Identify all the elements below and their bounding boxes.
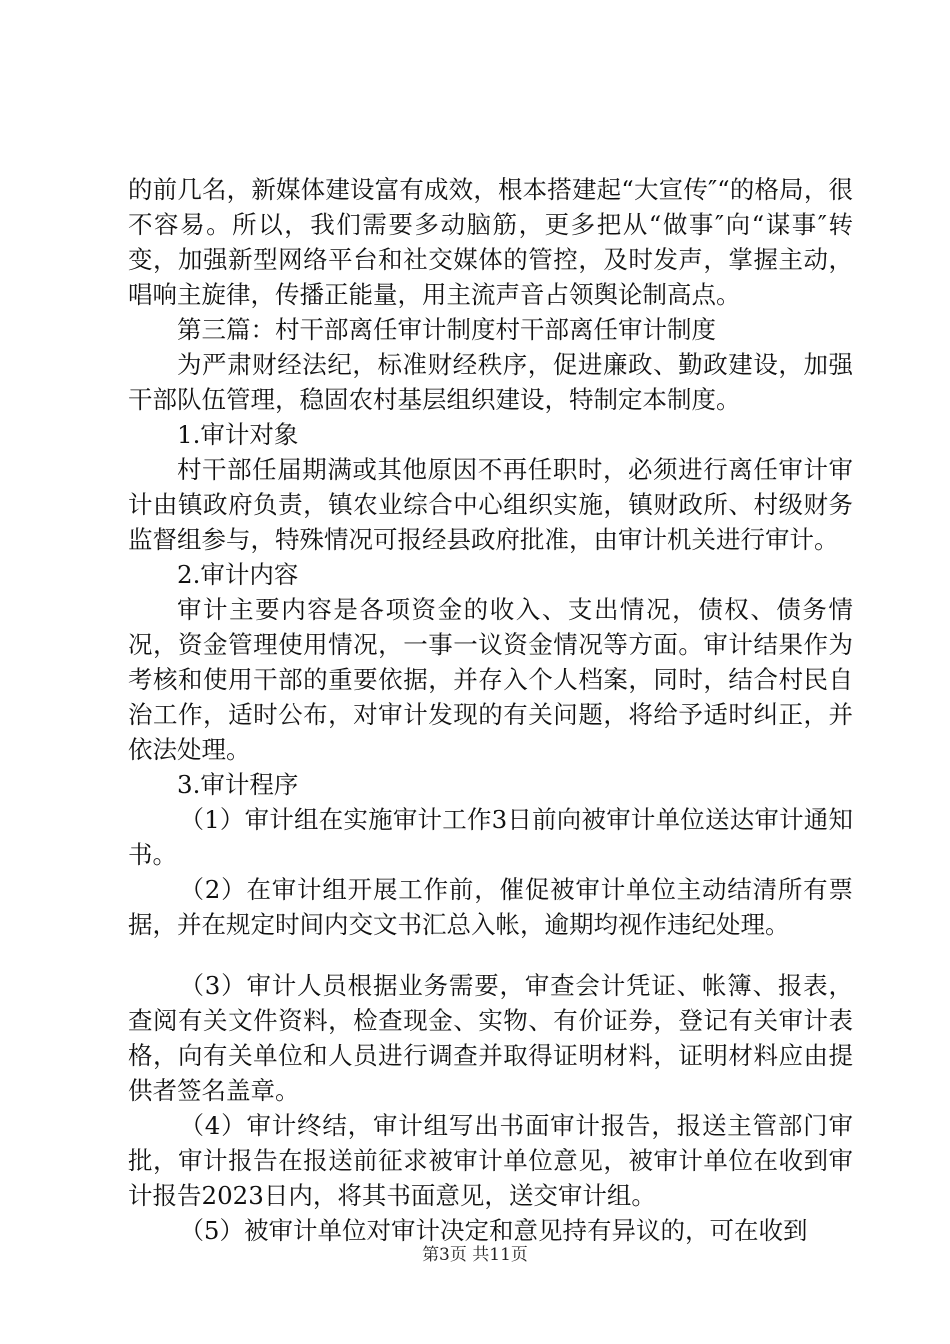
procedure-item-2: （2）在审计组开展工作前，催促被审计单位主动结清所有票据，并在规定时间内交文书汇总入帐，逾期均视作违纪处理。 (128, 875, 853, 939)
paragraph-media-conclusion: 的前几名，新媒体建设富有成效，根本搭建起“大宣传″“的格局，很不容易。所以，我们需要多动脑筋，更多把从“做事″向“谋事″转变，加强新型网络平台和社交媒体的管控，及时发声，掌握主动，唱响主旋律，传播正能量，用主流声音占领舆论制高点。 (128, 175, 853, 309)
heading-audit-content: 2.审计内容 (177, 560, 299, 589)
document-body (128, 172, 853, 1248)
procedure-item-1: （1）审计组在实施审计工作3日前向被审计单位送达审计通知书。 (128, 805, 853, 869)
procedure-item-3: （3）审计人员根据业务需要，审查会计凭证、帐簿、报表，查阅有关文件资料，检查现金、实物、有价证券，登记有关审计表格，向有关单位和人员进行调查并取得证明材料，证明材料应由提供者签名盖章。 (128, 971, 853, 1105)
heading-audit-target: 1.审计对象 (177, 420, 299, 449)
paragraph-audit-content: 审计主要内容是各项资金的收入、支出情况，债权、债务情况，资金管理使用情况，一事一议资金情况等方面。审计结果作为考核和使用干部的重要依据，并存入个人档案，同时，结合村民自治工作，适时公布，对审计发现的有关问题，将给予适时纠正，并依法处理。 (128, 595, 853, 764)
paragraph-audit-target: 村干部任届期满或其他原因不再任职时，必须进行离任审计审计由镇政府负责，镇农业综合中心组织实施，镇财政所、村级财务监督组参与，特殊情况可报经县政府批准，由审计机关进行审计。 (128, 455, 853, 554)
section-title-third: 第三篇：村干部离任审计制度村干部离任审计制度 (177, 315, 716, 344)
procedure-item-5: （5）被审计单位对审计决定和意见持有异议的，可在收到 (179, 1216, 808, 1245)
procedure-item-4: （4）审计终结，审计组写出书面审计报告，报送主管部门审批，审计报告在报送前征求被审计单位意见，被审计单位在收到审计报告2023日内，将其书面意见，送交审计组。 (128, 1111, 853, 1210)
page-footer: 第3页 共11页 (422, 1245, 528, 1265)
heading-audit-procedure: 3.审计程序 (177, 770, 299, 799)
paragraph-purpose: 为严肃财经法纪，标准财经秩序，促进廉政、勤政建设，加强干部队伍管理，稳固农村基层组织建设，特制定本制度。 (128, 350, 853, 414)
